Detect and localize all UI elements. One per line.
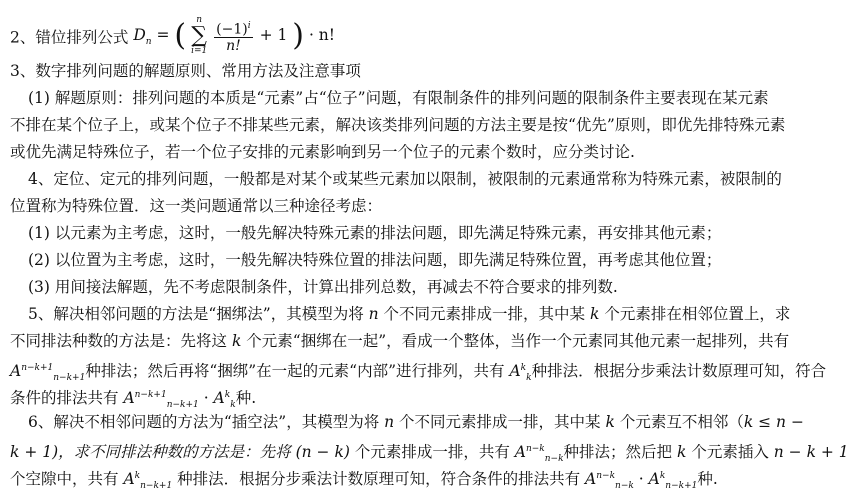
arrangement-symbol: $A^k_k$ <box>213 389 236 411</box>
arrangement-symbol: $A^k_k$ <box>509 362 532 384</box>
derangement-formula: $D_n$ = ( n ∑ i=1 $\frac{(-1)^i}{n!}$ + 1 ) · n! <box>133 15 336 56</box>
item-4-case-2: (2) 以位置为主考虑，这时，一般先解决特殊位置的排法问题，即先满足特殊位置，再考虑其他位置； <box>28 251 722 269</box>
item-4-paragraph-line: 位置称为特殊位置．这一类问题通常以三种途径考虑： <box>10 197 383 215</box>
item-3-title: 3、数字排列问题的解题原则、常用方法及注意事项 <box>10 62 361 80</box>
item-4-paragraph-line: 4、定位、定元的排列问题，一般都是对某个或某些元素加以限制，被限制的元素通常称为特殊元素，被限制的 <box>28 170 782 188</box>
arrangement-symbol: $A^{n-k}_{n-k}$ <box>585 470 634 492</box>
item-4-case-3: (3) 用间接法解题，先不考虑限制条件，计算出排列总数，再减去不符合要求的排列数. <box>28 278 618 296</box>
item-6-paragraph-line: 个空隙中，共有 $A^k_{n-k+1}$ 种排法．根据分步乘法计数原理可知，符合条件的排法共有 $A^{n-k}_{n-k} \cdot A^k_{n-k+1}$种. <box>10 470 718 492</box>
item-2-derangement-formula <box>10 12 816 58</box>
arrangement-symbol: $A^{n-k}_{n-k}$ <box>514 443 564 465</box>
item-5-paragraph-line: 5、解决相邻问题的方法是“捆绑法”，其模型为将 n 个不同元素排成一排，其中某 k 个元素排在相邻位置上，求 <box>28 305 791 323</box>
item-6-paragraph-line: 6、解决不相邻问题的方法为“插空法”，其模型为将 n 个不同元素排成一排，其中某 k 个元素互不相邻（k ≤ n − <box>28 413 804 431</box>
item-6-paragraph-line: k + 1)，求不同排法种数的方法是：先将 (n − k) 个元素排成一排，共有 $A^{n-k}_{n-k}$种排法；然后把 k 个元素插入 n − k + 1 <box>10 443 849 465</box>
item-2-prefix: 2、错位排列公式 <box>10 28 129 47</box>
item-5-paragraph-line: $A^{n-k+1}_{n-k+1}$种排法；然后再将“捆绑”在一起的元素“内部”进行排列，共有 $A^k_k$种排法．根据分步乘法计数原理可知，符合 <box>10 362 827 384</box>
arrangement-symbol: $A^k_{n-k+1}$ <box>648 470 698 492</box>
item-3-paragraph-line: (1) 解题原则：排列问题的本质是“元素”占“位子”问题，有限制条件的排列问题的限制条件主要表现在某元素 <box>28 89 769 107</box>
item-3-paragraph-line: 不排在某个位子上，或某个位子不排某些元素，解决该类排列问题的方法主要是按“优先”原则，即优先排特殊元素 <box>10 116 786 134</box>
arrangement-symbol: $A^k_{n-k+1}$ <box>123 470 173 492</box>
item-5-paragraph-line: 不同排法种数的方法是：先将这 k 个元素“捆绑在一起”，看成一个整体，当作一个元素同其他元素一起排列，共有 <box>10 332 790 350</box>
item-3-paragraph-line: 或优先满足特殊位子，若一个位子安排的元素影响到另一个位子的元素个数时，应分类讨论. <box>10 143 635 161</box>
arrangement-symbol: $A^{n-k+1}_{n-k+1}$ <box>123 389 199 411</box>
arrangement-symbol: $A^{n-k+1}_{n-k+1}$ <box>10 362 86 384</box>
summation-symbol: n ∑ i=1 <box>191 15 208 56</box>
fraction: $\frac{(-1)^i}{n!}$ <box>214 18 252 55</box>
item-4-case-1: (1) 以元素为主考虑，这时，一般先解决特殊元素的排法问题，即先满足特殊元素，再安排其他元素； <box>28 224 722 242</box>
item-5-paragraph-line: 条件的排法共有 $A^{n-k+1}_{n-k+1} \cdot A^k_k$种. <box>10 389 257 411</box>
